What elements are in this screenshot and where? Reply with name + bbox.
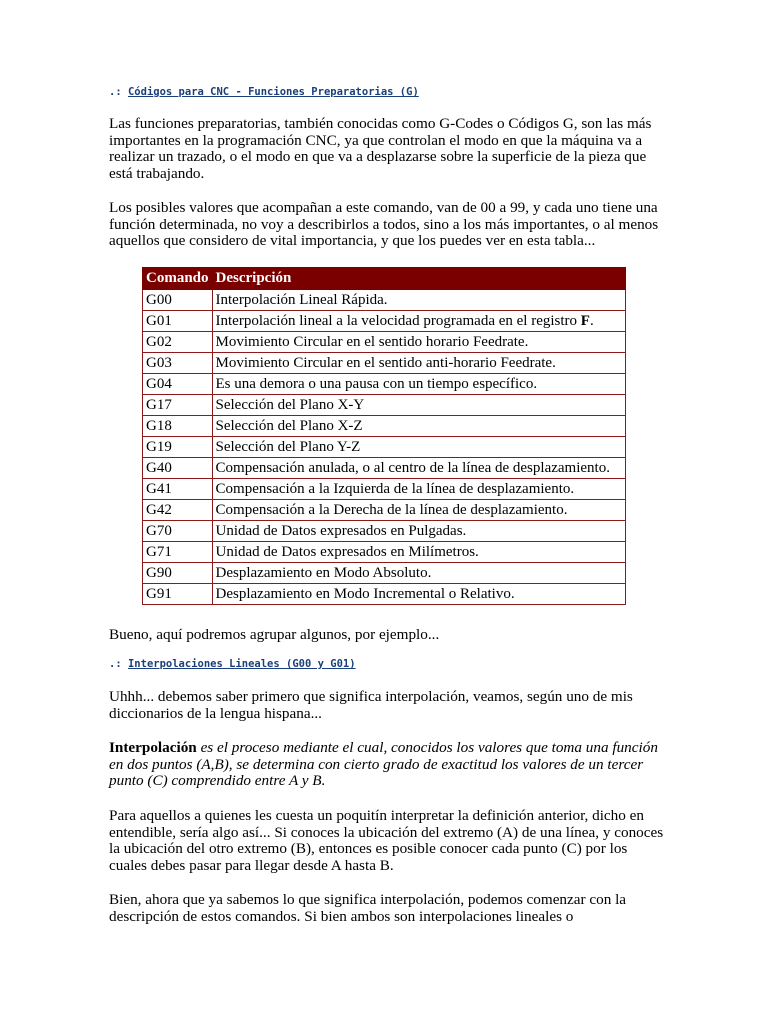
- section-heading-cnc-codes: [109, 86, 669, 98]
- command-description: Desplazamiento en Modo Absoluto.: [212, 563, 625, 584]
- paragraph-group: Bueno, aquí podremos agrupar algunos, por ejemplo...: [109, 626, 440, 643]
- command-description: Selección del Plano Y-Z: [212, 437, 625, 458]
- table-row: [143, 290, 626, 311]
- paragraph-definition: [109, 740, 669, 790]
- table-row: [143, 542, 626, 563]
- command-code: G18: [143, 416, 213, 437]
- table-row: [143, 416, 626, 437]
- command-code: G42: [143, 500, 213, 521]
- register-f: F: [580, 313, 590, 329]
- command-description: Compensación anulada, o al centro de la línea de desplazamiento.: [212, 458, 625, 479]
- heading-link-cnc-codes[interactable]: Códigos para CNC - Funciones Preparatorias (G): [127, 86, 419, 98]
- paragraph-values: Los posibles valores que acompañan a este comando, van de 00 a 99, y cada uno tiene una función determinada, no voy a describirlos a todos, sino a los más importantes, o al menos aquellos que considero de vital importancia, y que los puedes ver en esta tabla...: [109, 199, 659, 249]
- command-code: G41: [143, 479, 213, 500]
- command-code: G90: [143, 563, 213, 584]
- table-row: [143, 395, 626, 416]
- command-code: G19: [143, 437, 213, 458]
- table-row: [143, 500, 626, 521]
- paragraph-interpolation-question: Uhhh... debemos saber primero que significa interpolación, veamos, según uno de mis diccionarios de la lengua hispana...: [109, 688, 633, 722]
- g-codes-table: [142, 267, 626, 605]
- command-code: G91: [143, 584, 213, 605]
- command-code: G02: [143, 332, 213, 353]
- command-description: Unidad de Datos expresados en Milímetros.: [212, 542, 625, 563]
- description-text: Interpolación lineal a la velocidad programada en el registro: [215, 313, 581, 329]
- command-code: G17: [143, 395, 213, 416]
- table-row: [143, 521, 626, 542]
- column-header-command: Comando: [143, 268, 213, 290]
- command-description: Movimiento Circular en el sentido anti-horario Feedrate.: [212, 353, 625, 374]
- heading-link-linear-interpolation[interactable]: Interpolaciones Lineales (G00 y G01): [127, 658, 356, 670]
- paragraph-commands-intro: Bien, ahora que ya sabemos lo que significa interpolación, podemos comenzar con la descripción de estos comandos. Si bien ambos son interpolaciones lineales o: [109, 891, 627, 925]
- command-description: [212, 311, 625, 332]
- table-row: [143, 311, 626, 332]
- table-row: [143, 563, 626, 584]
- table-row: [143, 479, 626, 500]
- table-row: [143, 332, 626, 353]
- command-description: Desplazamiento en Modo Incremental o Relativo.: [212, 584, 625, 605]
- command-code: G01: [143, 311, 213, 332]
- column-header-description: Descripción: [212, 268, 625, 290]
- command-code: G71: [143, 542, 213, 563]
- command-description: Compensación a la Derecha de la línea de desplazamiento.: [212, 500, 625, 521]
- command-description: Unidad de Datos expresados en Pulgadas.: [212, 521, 625, 542]
- definition-text: es el proceso mediante el cual, conocidos los valores que toma una función en dos puntos (A,B), se determina con cierto grado de exactitud los valores de un tercer punto (C) comprendido entre A y B.: [109, 739, 658, 789]
- command-code: G00: [143, 290, 213, 311]
- definition-term: Interpolación: [109, 739, 197, 756]
- command-code: G04: [143, 374, 213, 395]
- command-description: Movimiento Circular en el sentido horario Feedrate.: [212, 332, 625, 353]
- command-code: G70: [143, 521, 213, 542]
- command-code: G03: [143, 353, 213, 374]
- command-description: Selección del Plano X-Y: [212, 395, 625, 416]
- command-code: G40: [143, 458, 213, 479]
- command-description: Compensación a la Izquierda de la línea de desplazamiento.: [212, 479, 625, 500]
- table-header-row: [143, 268, 626, 290]
- heading-prefix: .:: [109, 658, 122, 670]
- table-row: [143, 458, 626, 479]
- command-description: Es una demora o una pausa con un tiempo específico.: [212, 374, 625, 395]
- table-row: [143, 584, 626, 605]
- command-description: Interpolación Lineal Rápida.: [212, 290, 625, 311]
- table-row: [143, 437, 626, 458]
- description-tail: .: [589, 313, 594, 329]
- command-description: Selección del Plano X-Z: [212, 416, 625, 437]
- paragraph-intro: Las funciones preparatorias, también conocidas como G-Codes o Códigos G, son las más importantes en la programación CNC, ya que controlan el modo en que la máquina va a realizar un trazado, o el modo en que va a desplazarse sobre la superficie de la pieza que está trabajando.: [109, 115, 652, 182]
- heading-prefix: .:: [109, 86, 122, 98]
- paragraph-explanation: Para aquellos a quienes les cuesta un poquitín interpretar la definición anterior, dicho en entendible, sería algo así... Si conoces la ubicación del extremo (A) de una línea, y conoces la ubicación del otro extremo (B), entonces es posible conocer cada punto (C) por los cuales debes pasar para llegar desde A hasta B.: [109, 807, 664, 874]
- table-row: [143, 374, 626, 395]
- section-heading-linear-interpolation: [109, 658, 669, 670]
- table-row: [143, 353, 626, 374]
